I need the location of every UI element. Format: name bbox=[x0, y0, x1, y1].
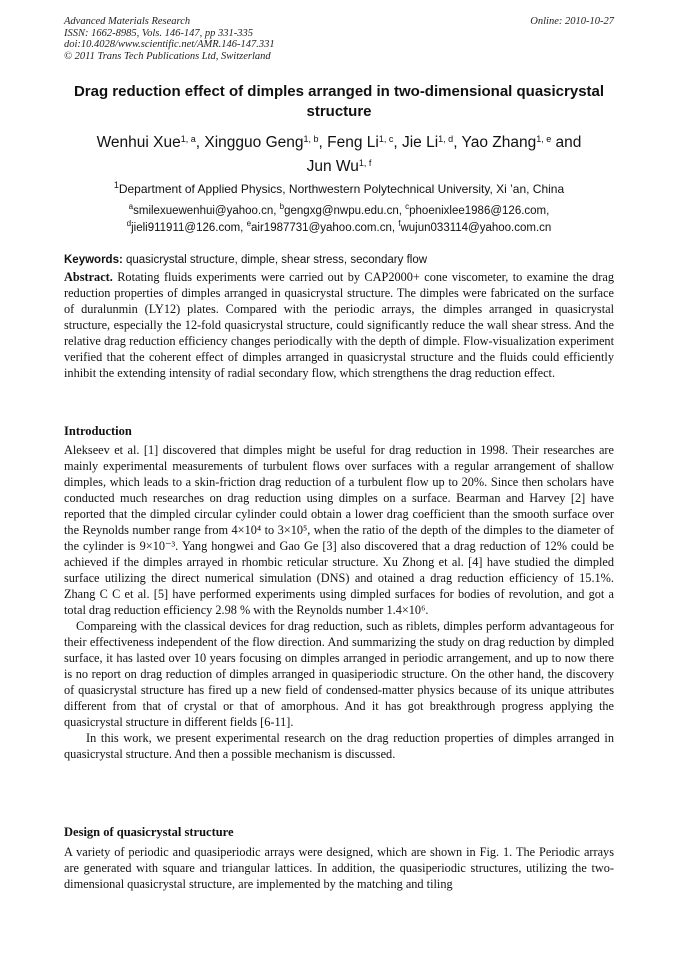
email-address[interactable]: jieli911911@126.com, bbox=[131, 222, 247, 234]
email-address[interactable]: phoenixlee1986@126.com, bbox=[409, 205, 550, 217]
keywords-text: quasicrystal structure, dimple, shear stress, secondary flow bbox=[122, 254, 428, 266]
design-body bbox=[64, 844, 614, 892]
keywords-label: Keywords: bbox=[64, 254, 123, 266]
email-address[interactable]: air1987731@yahoo.com.cn, bbox=[251, 222, 399, 234]
abstract-label: Abstract. bbox=[64, 270, 113, 284]
keywords bbox=[64, 253, 614, 267]
copyright-line: © 2011 Trans Tech Publications Ltd, Switzerland bbox=[64, 50, 271, 62]
author-name: Wenhui Xue bbox=[96, 134, 181, 151]
author-sup: 1, e bbox=[536, 134, 552, 144]
affiliation-sup: 1 bbox=[113, 180, 119, 190]
email-list bbox=[64, 203, 614, 237]
author-sup: 1, f bbox=[358, 158, 372, 168]
author-list: Wenhui Xue$^{1, a}$, Xingguo Geng$^{1, b}$, Feng Li$^{1, c}$, Jie Li$^{1, d}$, Yao Zhang$^{1, e}$ and Jun Wu$^{1, f}$ bbox=[96, 134, 582, 175]
journal-name: Advanced Materials Research bbox=[64, 16, 191, 27]
email-sup: e bbox=[246, 219, 252, 228]
abstract bbox=[64, 269, 614, 381]
authors-and: and bbox=[555, 134, 582, 151]
email-sup: c bbox=[405, 202, 410, 211]
author-name: Xingguo Geng bbox=[204, 134, 304, 151]
email-sup: d bbox=[126, 219, 132, 228]
introduction-body bbox=[64, 442, 614, 762]
author-name: Feng Li bbox=[327, 134, 379, 151]
author-sup: 1, c bbox=[378, 134, 394, 144]
author-sup: 1, a bbox=[180, 134, 196, 144]
paragraph: Compareing with the classical devices for drag reduction, such as riblets, dimples perform advantageous for their effectiveness independent of the flow direction. And summarizing the study on drag reduction by dimpled surface, it has lasted over 10 years focusing on dimples arranged in periodic arrangement, and up to now there is no report on drag reduction of dimples arranged in quasiperiodic structure. On the other hand, the discovery of quasicrystal structure has fired up a new field of condensed-matter physics because of its unique attributes different from that of crystal or that of amorphous. And it has got breakthrough progress applying the quasicrystal structure in different fields [6-11]. bbox=[64, 619, 614, 729]
section-heading-design: Design of quasicrystal structure bbox=[64, 825, 234, 839]
affiliation bbox=[64, 181, 614, 197]
author-name: Yao Zhang bbox=[461, 134, 537, 151]
author-name: Jie Li bbox=[401, 134, 439, 151]
email-sup: f bbox=[398, 219, 401, 228]
abstract-text: Rotating fluids experiments were carried out by CAP2000+ cone viscometer, to examine the drag reduction properties of dimples arranged in quasicrystal structure. The dimples were fabricated on the surface of duralunmin (LY12) plates. Compared with the periodic arrays, the dimples arranged in quasicrystal structure, especially the 12-fold quasicrystal structure, could significantly reduce the wall shear stress. And the relative drag reduction efficiency changes periodically with the depth of dimple. Flow-visualization experiment verified that the coherent effect of dimples arranged in quasicrystal structure and the fluids could efficiently inhibit the extending intensity of radial secondary flow, which strengthens the drag reduction effect. bbox=[64, 270, 614, 380]
email-sup: b bbox=[279, 202, 285, 211]
running-header bbox=[64, 16, 614, 62]
author-sup: 1, d bbox=[438, 134, 454, 144]
email-address[interactable]: wujun033114@yahoo.com.cn bbox=[400, 222, 552, 234]
author-name: Jun Wu bbox=[306, 158, 359, 175]
paragraph: In this work, we present experimental research on the drag reduction properties of dimples arranged in quasicrystal structure. And then a possible mechanism is discussed. bbox=[64, 731, 614, 761]
paper-title: Drag reduction effect of dimples arranged in two-dimensional quasicrystal structure bbox=[73, 83, 605, 120]
issn-line: ISSN: 1662-8985, Vols. 146-147, pp 331-335 bbox=[64, 27, 253, 39]
doi-line: doi:10.4028/www.scientific.net/AMR.146-147.331 bbox=[64, 39, 275, 50]
online-date: Online: 2010-10-27 bbox=[530, 16, 614, 27]
author-sup: 1, b bbox=[303, 134, 319, 144]
affiliation-text: Department of Applied Physics, Northwestern Polytechnical University, Xi ’an, China bbox=[118, 182, 565, 196]
paragraph: Alekseev et al. [1] discovered that dimples might be useful for drag reduction in 1998. Their researches are mainly experimental measurements of turbulent flows over surfaces with a regular arrangement of shallow dimples, which leads to a skin-friction drag reduction of a turbulent flow up to 20%. Since then scholars have conducted much researches on drag reduction using dimples on a surface. Bearman and Harvey [2] have reported that the dimpled circular cylinder could obtain a lower drag coefficient than the smooth surface over the Reynolds number range from 4×10⁴ to 3×10⁵, when the ratio of the depth of the dimples to the diameter of the cylinder is 9×10⁻³. Yang hongwei and Gao Ge [3] also discovered that a drag reduction of 12% could be achieved if the dimples arrayed in rhombic reticular structure. Xu Zhong et al. [4] have studied the dimpled surface utilizing the direct numerical simulation (DNS) and otained a drag reduction efficiency of 15.1%. Zhang C C et al. [5] have performed experiments using dimpled surfaces for bodies of revolution, and got a total drag reduction efficiency 2.98 % with the Reynolds number 1.4×10⁶. bbox=[64, 443, 614, 617]
email-address[interactable]: gengxg@nwpu.edu.cn, bbox=[284, 205, 406, 217]
email-address[interactable]: smilexuewenhui@yahoo.cn, bbox=[133, 205, 280, 217]
section-heading-introduction: Introduction bbox=[64, 424, 132, 438]
email-sup: a bbox=[128, 202, 134, 211]
paragraph: A variety of periodic and quasiperiodic arrays were designed, which are shown in Fig. 1. The Periodic arrays are generated with square and triangular lattices. In addition, the quasiperiodic structures, utilizing the two-dimensional quasicrystal structure, are implemented by the matching and tiling bbox=[64, 845, 614, 891]
